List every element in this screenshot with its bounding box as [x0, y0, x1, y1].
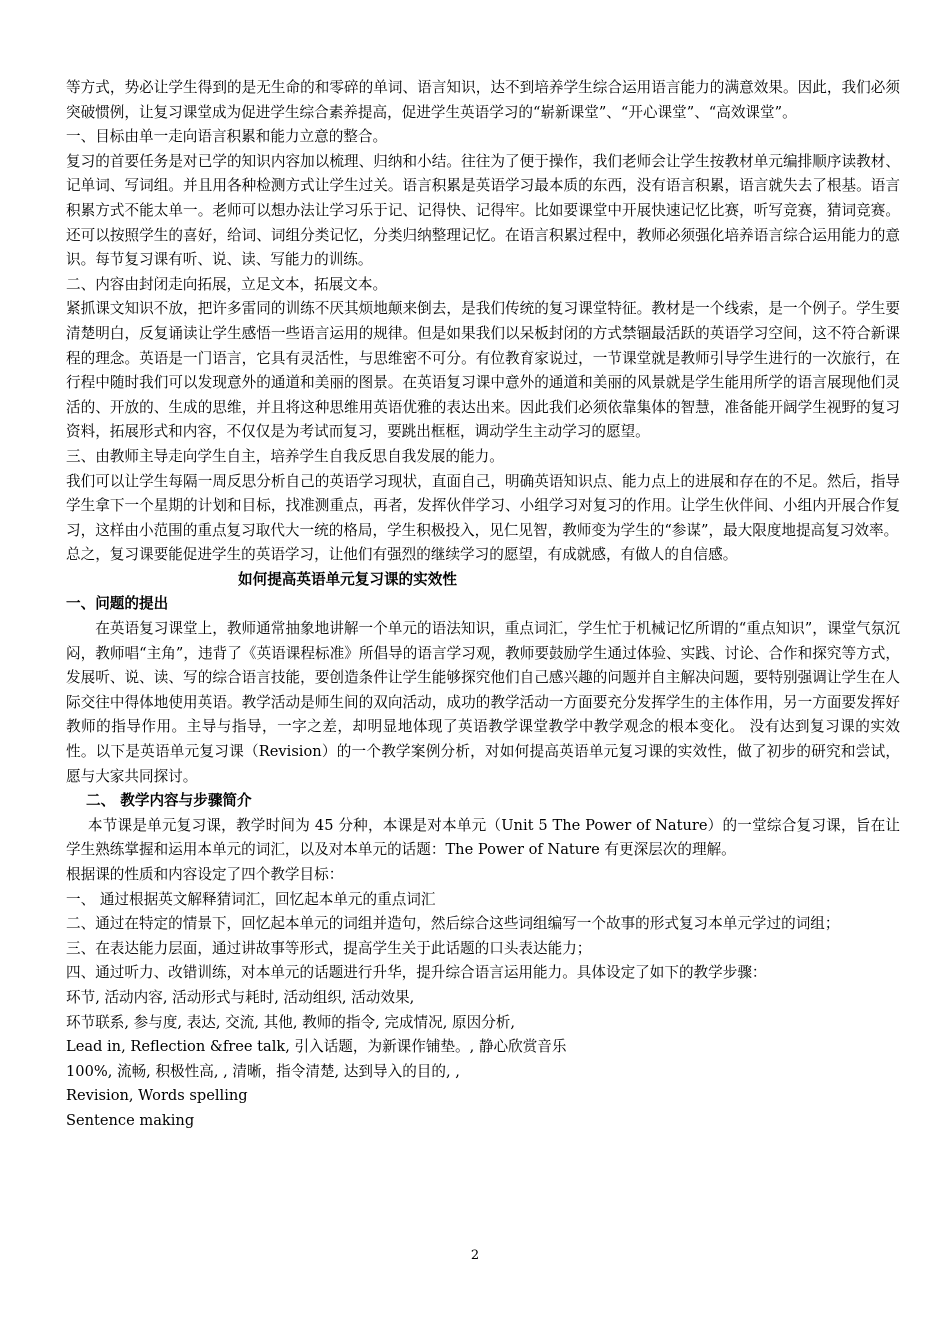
table-line: 100%, 流畅, 积极性高, , 清晰，指令清楚, 达到导入的目的, , — [66, 1062, 460, 1080]
conclusion: 总之，复习课要能促进学生的英语学习，让他们有强烈的继续学习的愿望，有成就感，有做人的自信感。 — [66, 546, 738, 564]
article-title: 如何提高英语单元复习课的实效性 — [238, 570, 457, 588]
goal-item: 四、通过听力、改错训练，对本单元的话题进行升华，提升综合语言运用能力。具体设定了如下的教学步骤： — [66, 964, 767, 982]
goal-item: 三、在表达能力层面，通过讲故事等形式，提高学生关于此话题的口头表达能力； — [66, 939, 592, 957]
goal-item: 二、通过在特定的情景下，回忆起本单元的词组并造句，然后综合这些词组编写一个故事的形式复习本单元学过的词组； — [66, 915, 840, 933]
table-line: 环节联系, 参与度, 表达, 交流, 其他, 教师的指令, 完成情况, 原因分析, — [66, 1013, 516, 1031]
section-two-heading: 二、 教学内容与步骤简介 — [86, 792, 252, 810]
goal-item: 一、 通过根据英文解释猜词汇，回忆起本单元的重点词汇 — [66, 890, 436, 908]
table-line: Lead in, Reflection &free talk, 引入话题，为新课作铺垫。, 静心欣赏音乐 — [66, 1038, 567, 1056]
point-two-body: 紧抓课文知识不放，把许多雷同的训练不厌其烦地颠来倒去，是我们传统的复习课堂特征。教材是一个线索，是一个例子。学生要清楚明白，反复诵读让学生感悟一些语言运用的规律。但是如果我们以呆板封闭的方式禁锢最活跃的英语学习空间，这不符合新课程的理念。英语是一门语言，它具有灵活性，与思维密不可分。有位教育家说过，一节课堂就是教师引导学生进行的一次旅行，在行程中随时我们可以发现意外的通道和美丽的图景。在英语复习课中意外的通道和美丽的风景就是学生能用所学的语言展现他们灵活的、开放的、生成的思维，并且将这种思维用英语优雅的表达出来。因此我们必须依靠集体的智慧，准备能开阔学生视野的复习资料，拓展形式和内容，不仅仅是为考试而复习，要跳出框框，调动学生主动学习的愿望。 — [66, 300, 900, 441]
point-one-body: 复习的首要任务是对已学的知识内容加以梳理、归纳和小结。往往为了便于操作，我们老师会让学生按教材单元编排顺序读教材、记单词、写词组。并且用各种检测方式让学生过关。语言积累是英语学习最本质的东西，没有语言积累，语言就失去了根基。语言积累方式不能太单一。老师可以想办法让学习乐于记、记得快、记得牢。比如要课堂中开展快速记忆比赛，听写竞赛，猜词竞赛。还可以按照学生的喜好，给词、词组分类记忆，分类归纳整理记忆。在语言积累过程中，教师必须强化培养语言综合运用能力的意识。每节复习课有听、说、读、写能力的训练。 — [66, 152, 900, 269]
point-three-body: 我们可以让学生每隔一周反思分析自己的英语学习现状，直面自己，明确英语知识点、能力点上的进展和存在的不足。然后，指导学生拿下一个星期的计划和目标，找准测重点，再者，发挥伙伴学习、小组学习对复习的作用。让学生伙伴间、小组内开展合作复习，这样由小范围的重点复习取代大一统的格局，学生积极投入，见仁见智，教师变为学生的“参谋”，最大限度地提高复习效率。 — [66, 472, 900, 539]
point-one-heading: 一、目标由单一走向语言积累和能力立意的整合。 — [66, 128, 388, 146]
section-one-heading: 一、问题的提出 — [66, 595, 169, 613]
point-two-heading: 二、内容由封闭走向拓展，立足文本，拓展文本。 — [66, 275, 388, 293]
document-body — [66, 76, 900, 1134]
goals-intro: 根据课的性质和内容设定了四个教学目标： — [66, 866, 344, 883]
table-line: Sentence making — [66, 1111, 195, 1129]
section-two-intro: 本节课是单元复习课，教学时间为 45 分种，本课是对本单元（Unit 5 The Power of Nature）的一堂综合复习课，旨在让学生熟练掌握和运用本单元的词汇，以及对本单元的话题：The Power of Nature 有更深层次的理解。 — [66, 816, 900, 859]
point-three-heading: 三、由教师主导走向学生自主，培养学生自我反思自我发展的能力。 — [66, 447, 504, 465]
page-number: 2 — [470, 1248, 480, 1263]
table-line: 环节, 活动内容, 活动形式与耗时, 活动组织, 活动效果, — [66, 988, 415, 1006]
paragraph-intro: 等方式，势必让学生得到的是无生命的和零碎的单词、语言知识，达不到培养学生综合运用语言能力的满意效果。因此，我们必须突破惯例，让复习课堂成为促进学生综合素养提高，促进学生英语学习的“崭新课堂”、“开心课堂”、“高效课堂”。 — [66, 79, 900, 121]
section-one-body: 在英语复习课堂上，教师通常抽象地讲解一个单元的语法知识，重点词汇，学生忙于机械记忆所谓的“重点知识”，课堂气氛沉闷，教师唱“主角”，违背了《英语课程标准》所倡导的语言学习观，教师要鼓励学生通过体验、实践、讨论、合作和探究等方式，发展听、说、读、写的综合语言技能，要创造条件让学生能够探究他们自己感兴趣的问题并自主解决问题，要特别强调让学生在人际交往中得体地使用英语。教学活动是师生间的双向活动，成功的教学活动一方面要充分发挥学生的主体作用，另一方面要发挥好教师的指导作用。主导与指导，一字之差，却明显地体现了英语教学课堂教学中教学观念的根本变化。 没有达到复习课的实效性。以下是英语单元复习课（Revision）的一个教学案例分析，对如何提高英语单元复习课的实效性，做了初步的研究和尝试，愿与大家共同探讨。 — [66, 620, 900, 785]
table-line: Revision, Words spelling — [66, 1087, 248, 1105]
